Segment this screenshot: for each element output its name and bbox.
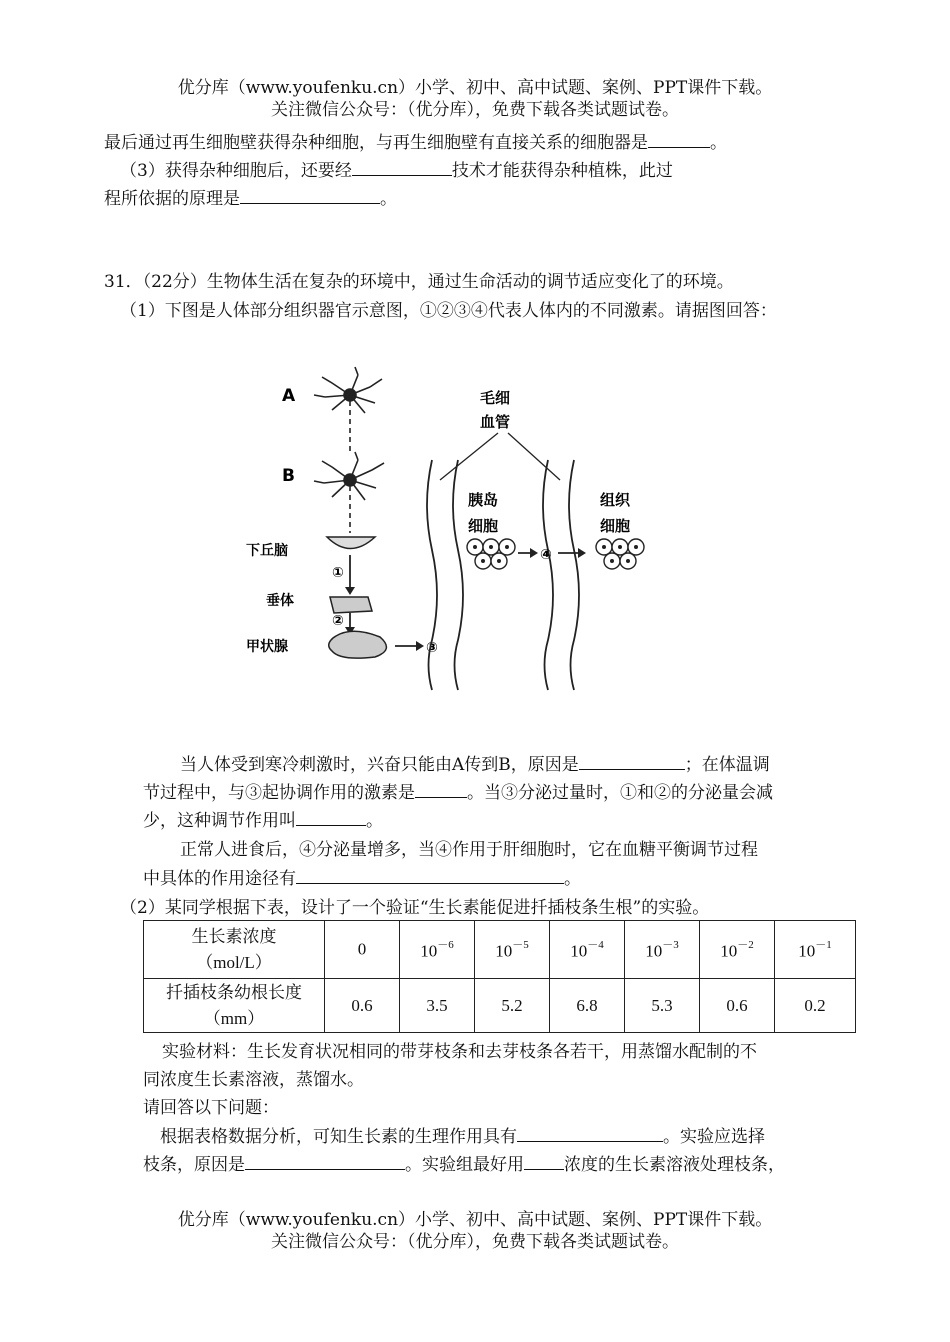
- table-row: [144, 979, 856, 1033]
- answer-blank[interactable]: [579, 752, 685, 770]
- islet-cells: [467, 539, 515, 569]
- answer-blank[interactable]: [245, 1152, 405, 1170]
- q31-s4: 正常人进食后，④分泌量增多，当④作用于肝细胞时，它在血糖平衡调节过程: [180, 840, 758, 860]
- neuron-b: [314, 452, 384, 533]
- hormone-4: ④: [540, 547, 552, 563]
- q31-s1: [180, 752, 770, 777]
- pituitary-shape: [330, 597, 372, 613]
- q31-a2: [143, 1152, 785, 1177]
- q31-a1: [160, 1124, 765, 1149]
- q31-a2-text-b: 。实验组最好用: [405, 1155, 524, 1175]
- table-cell: $10^{-4}$: [550, 921, 625, 979]
- q31-s2-text-a: 节过程中，与③起协调作用的激素是: [143, 783, 415, 803]
- q31-s1-text-a: 当人体受到寒冷刺激时，兴奋只能由A传到B，原因是: [180, 755, 579, 775]
- answer-blank[interactable]: [648, 130, 710, 148]
- q31-s3-text: 少，这种调节作用叫: [143, 811, 296, 831]
- period: 。: [366, 811, 383, 831]
- q30-cell-wall-text: 最后通过再生细胞壁获得杂种细胞，与再生细胞壁有直接关系的细胞器是: [104, 133, 648, 153]
- table-cell: 5.2: [475, 979, 550, 1033]
- answer-blank[interactable]: [415, 780, 467, 798]
- answer-blank[interactable]: [296, 808, 366, 826]
- q30-part3-line: [120, 158, 673, 183]
- answer-blank[interactable]: [240, 186, 380, 204]
- q30-cell-wall-line: [104, 130, 727, 155]
- table-cell: 0.6: [325, 979, 400, 1033]
- q31-s5-text: 中具体的作用途径有: [143, 869, 296, 889]
- thyroid-shape: [329, 631, 387, 658]
- table-cell: $10^{-3}$: [625, 921, 700, 979]
- table-cell: $10^{-1}$: [775, 921, 856, 979]
- q31-materials-2: 同浓度生长素溶液，蒸馏水。: [143, 1070, 364, 1090]
- q31-s5: [143, 866, 581, 891]
- answer-blank[interactable]: [352, 158, 452, 176]
- label-a: A: [282, 386, 296, 406]
- table-cell: $10^{-6}$: [400, 921, 475, 979]
- q31-title: 31．（22分）生物体生活在复杂的环境中，通过生命活动的调节适应变化了的环境。: [104, 272, 734, 292]
- table-cell: $10^{-2}$: [700, 921, 775, 979]
- q31-s1-text-b: ；在体温调: [684, 755, 770, 775]
- table-header-concentration: 生长素浓度 （mol/L）: [144, 921, 325, 979]
- label-b: B: [282, 466, 295, 486]
- auxin-table: [143, 920, 856, 1033]
- q31-a2-text-a: 枝条，原因是: [143, 1155, 245, 1175]
- hypothalamus-label: 下丘脑: [246, 543, 288, 559]
- table-cell: 0.6: [700, 979, 775, 1033]
- q31-s2: [143, 780, 773, 805]
- q31-a1-text-b: 。实验应选择: [663, 1127, 765, 1147]
- q31-s2-text-b: 。当③分泌过量时，①和②的分泌量会减: [467, 783, 773, 803]
- table-header-root-length: 扦插枝条幼根长度 （mm）: [144, 979, 325, 1033]
- thyroid-label: 甲状腺: [246, 639, 288, 655]
- q30-part3-text-c: 程所依据的原理是: [104, 189, 240, 209]
- q30-principle-line: [104, 186, 397, 211]
- table-row: [144, 921, 856, 979]
- answer-blank[interactable]: [296, 866, 564, 884]
- table-cell: 6.8: [550, 979, 625, 1033]
- q31-part1-prompt: （1）下图是人体部分组织器官示意图，①②③④代表人体内的不同激素。请据图回答：: [120, 301, 777, 321]
- q31-a1-text-a: 根据表格数据分析，可知生长素的生理作用具有: [160, 1127, 517, 1147]
- hormone-2: ②: [332, 613, 344, 629]
- capillary-label-1: 毛细: [480, 389, 511, 407]
- islet-label-1: 胰岛: [468, 491, 499, 509]
- header-line-2: 关注微信公众号：（优分库），免费下载各类试题试卷。: [271, 100, 679, 120]
- period: 。: [380, 189, 397, 209]
- table-cell: 5.3: [625, 979, 700, 1033]
- table-cell: 0: [325, 921, 400, 979]
- q31-s3: [143, 808, 383, 833]
- islet-label-2: 细胞: [468, 517, 499, 535]
- q31-a2-text-c: 浓度的生长素溶液处理枝条，: [564, 1155, 785, 1175]
- footer-line-1: 优分库（www.youfenku.cn）小学、初中、高中试题、案例、PPT课件下载。: [177, 1210, 773, 1230]
- endocrine-diagram: [200, 355, 670, 695]
- hypothalamus-shape: [327, 537, 375, 549]
- q31-part2-prompt: （2）某同学根据下表，设计了一个验证“生长素能促进扦插枝条生根”的实验。: [120, 898, 710, 918]
- q30-part3-text-a: （3）获得杂种细胞后，还要经: [120, 161, 352, 181]
- capillary-walls: [427, 460, 579, 690]
- hormone-1: ①: [332, 565, 344, 581]
- tissue-label-1: 组织: [600, 491, 631, 509]
- pituitary-label: 垂体: [266, 593, 294, 609]
- answer-blank[interactable]: [517, 1124, 663, 1142]
- capillary-label-2: 血管: [480, 413, 511, 431]
- footer-line-2: 关注微信公众号：（优分库），免费下载各类试题试卷。: [271, 1232, 679, 1252]
- table-cell: 0.2: [775, 979, 856, 1033]
- tissue-cells: [596, 539, 644, 569]
- q30-part3-text-b: 技术才能获得杂种植株，此过: [451, 161, 673, 181]
- period: 。: [564, 869, 581, 889]
- table-cell: 3.5: [400, 979, 475, 1033]
- q31-ask: 请回答以下问题：: [143, 1098, 279, 1118]
- tissue-label-2: 细胞: [600, 517, 631, 535]
- hormone-3: ③: [426, 640, 438, 656]
- header-line-1: 优分库（www.youfenku.cn）小学、初中、高中试题、案例、PPT课件下载。: [177, 78, 773, 98]
- q31-materials-1: 实验材料：生长发育状况相同的带芽枝条和去芽枝条各若干，用蒸馏水配制的不: [162, 1042, 757, 1062]
- table-cell: $10^{-5}$: [475, 921, 550, 979]
- answer-blank[interactable]: [524, 1152, 564, 1170]
- neuron-a: [314, 367, 382, 455]
- period: 。: [710, 133, 727, 153]
